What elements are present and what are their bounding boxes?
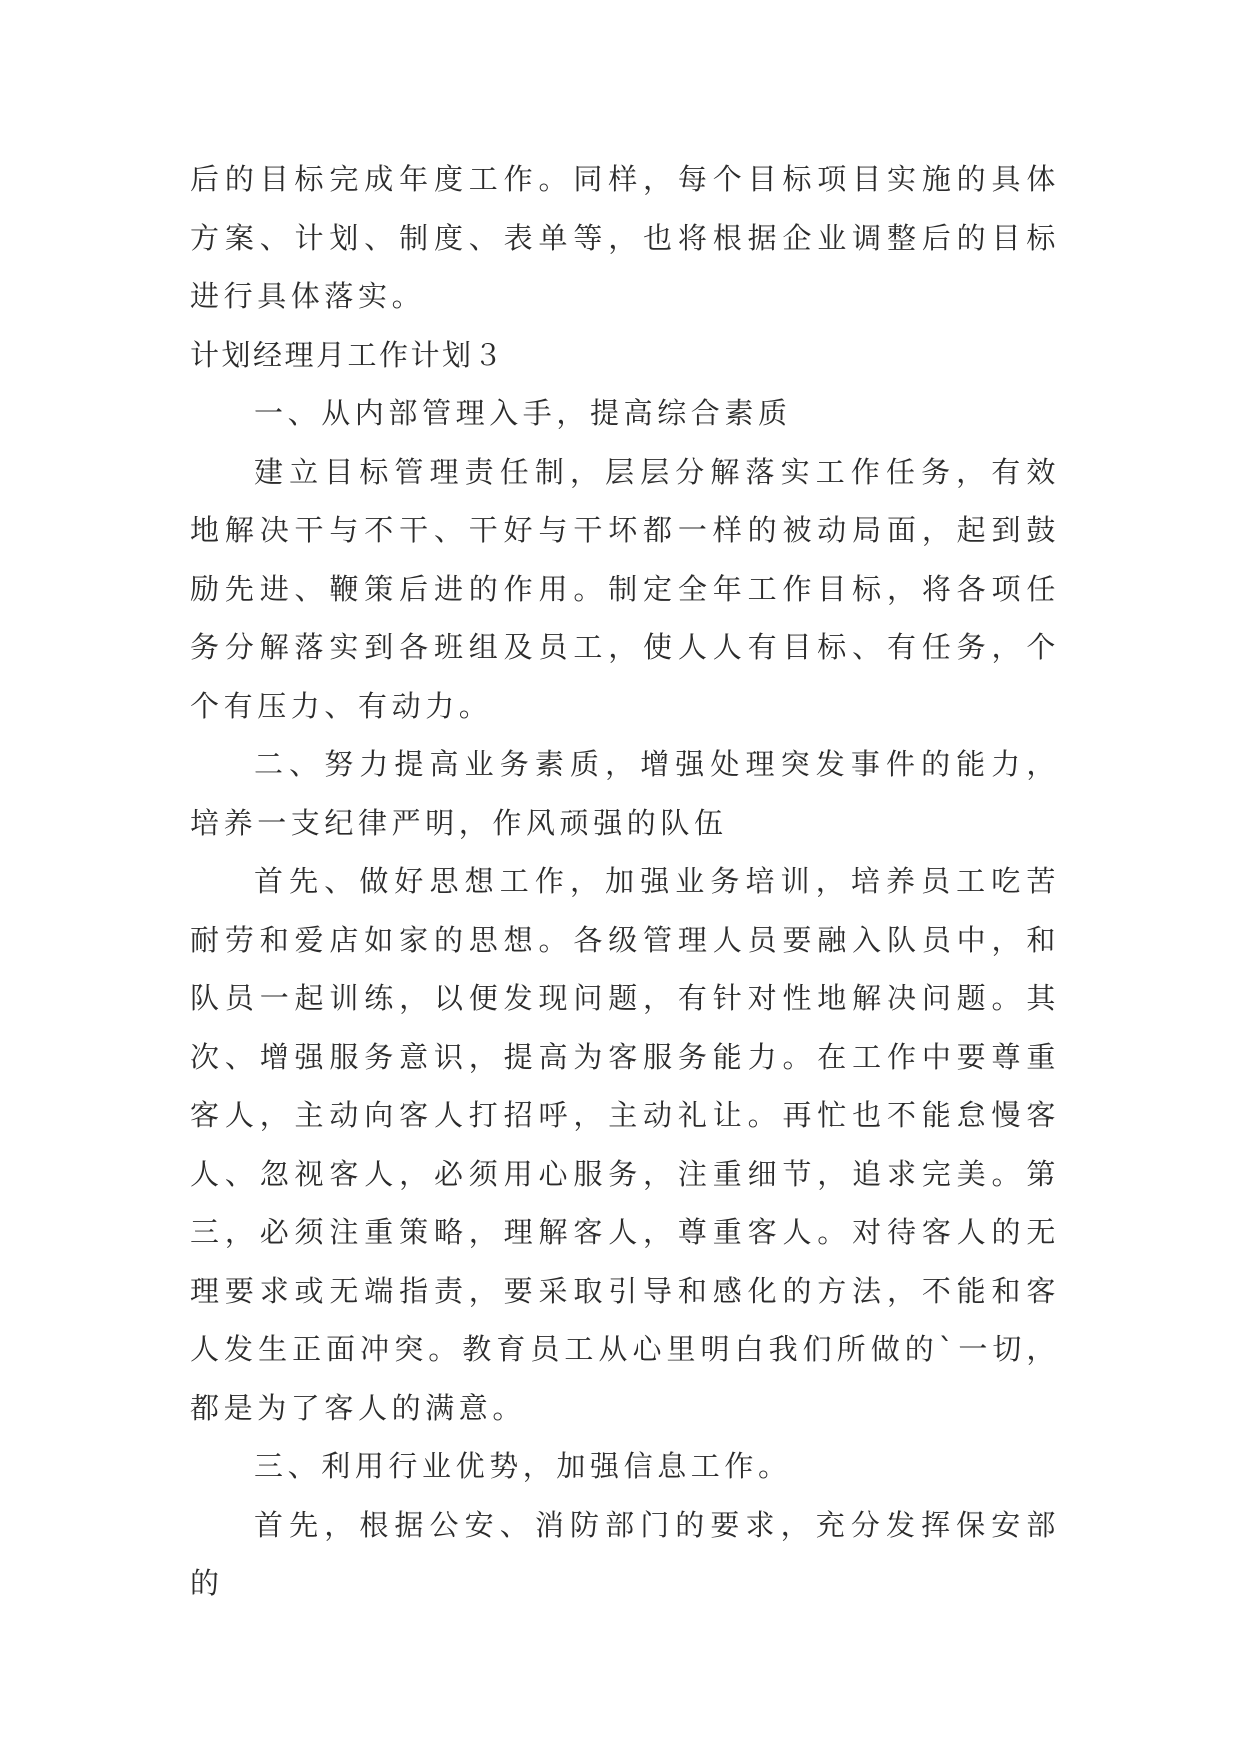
paragraph-security-info: 首先，根据公安、消防部门的要求，充分发挥保安部的 [190, 1507, 1060, 1600]
section-three-title: 三、利用行业优势，加强信息工作。 [254, 1449, 792, 1483]
paragraph-training: 首先、做好思想工作，加强业务培训，培养员工吃苦耐劳和爱店如家的思想。各级管理人员要融入队员中，和队员一起训练，以便发现问题，有针对性地解决问题。其次、增强服务意识，提高为客服务能力。在工作中要尊重客人，主动向客人打招呼，主动礼让。再忙也不能怠慢客人、忽视客人，必须用心服务，注重细节，追求完美。第三，必须注重策略，理解客人，尊重客人。对待客人的无理要求或无端指责，要采取引导和感化的方法，不能和客人发生正面冲突。教育员工从心里明白我们所做的`一切，都是为了客人的满意。 [190, 864, 1060, 1425]
section-one-title: 一、从内部管理入手，提高综合素质 [254, 396, 792, 430]
paragraph-target-management: 建立目标管理责任制，层层分解落实工作任务，有效地解决干与不干、干好与干坏都一样的被动局面，起到鼓励先进、鞭策后进的作用。制定全年工作目标，将各项任务分解落实到各班组及员工，使人人有目标、有任务，个个有压力、有动力。 [190, 454, 1060, 723]
document-body [190, 150, 1060, 1613]
section-two-title: 二、努力提高业务素质，增强处理突发事件的能力，培养一支纪律严明，作风顽强的队伍 [190, 747, 1060, 840]
paragraph-continuation: 后的目标完成年度工作。同样，每个目标项目实施的具体方案、计划、制度、表单等，也将根据企业调整后的目标进行具体落实。 [190, 162, 1060, 313]
section-heading: 计划经理月工作计划３ [190, 337, 506, 372]
